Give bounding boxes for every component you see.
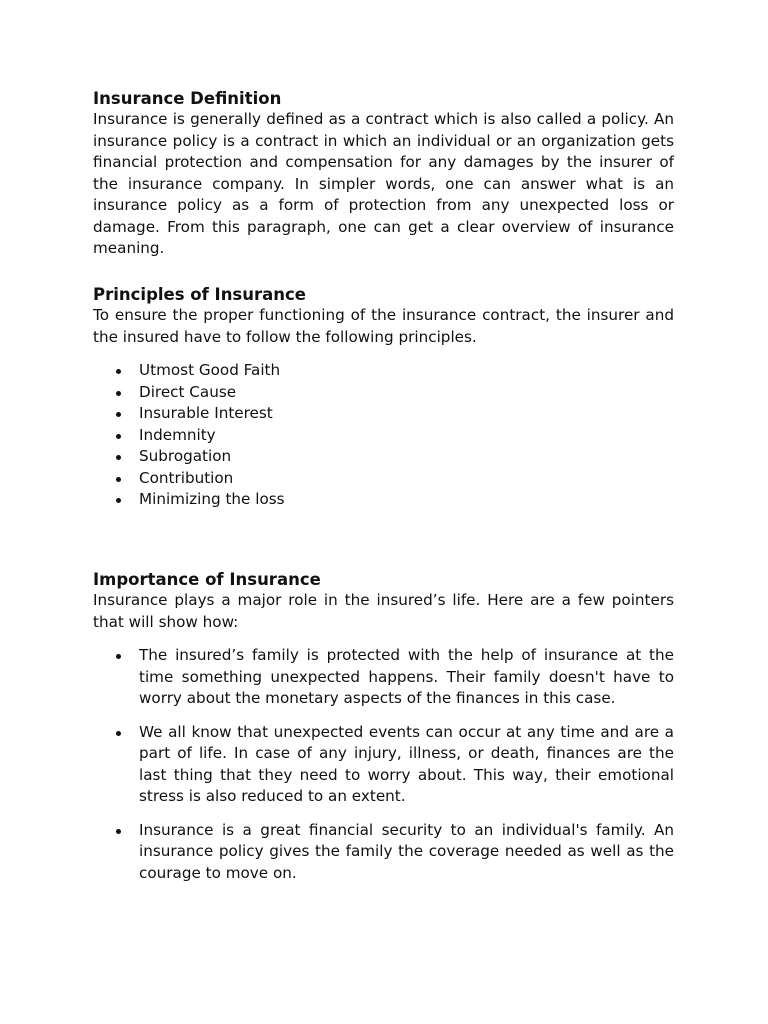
section-principles-of-insurance — [93, 284, 674, 511]
bullet-icon — [116, 412, 121, 417]
list-item — [93, 489, 674, 511]
list-item-text: Direct Cause — [139, 382, 237, 401]
section-insurance-definition — [93, 88, 674, 260]
bullet-icon — [116, 391, 121, 396]
bullet-icon — [116, 434, 121, 439]
section-paragraph: Insurance plays a major role in the insured’s life. Here are a few pointers that will show how: — [93, 591, 674, 631]
section-heading: Importance of Insurance — [93, 570, 321, 589]
principles-bullet-list — [93, 360, 674, 511]
list-item-text: Insurance is a great financial security to an individual's family. An insurance policy gives the family the coverage needed as well as the courage to move on. — [139, 820, 674, 882]
bullet-icon — [116, 829, 121, 834]
section-heading: Principles of Insurance — [93, 285, 306, 304]
list-item-text: Utmost Good Faith — [139, 361, 281, 379]
bullet-icon — [116, 731, 121, 736]
list-item-text: Minimizing the loss — [139, 490, 285, 508]
list-item — [93, 425, 674, 447]
list-item — [93, 468, 674, 490]
bullet-icon — [116, 455, 121, 460]
importance-bullet-list — [93, 645, 674, 884]
list-item — [93, 382, 674, 404]
list-item-text: We all know that unexpected events can occur at any time and are a part of life. In case of any injury, illness, or death, finances are the last thing that they need to worry about. This way, their emotional stress is also reduced to an extent. — [139, 722, 674, 805]
bullet-icon — [116, 654, 121, 659]
bullet-icon — [116, 369, 121, 374]
list-item-text: Subrogation — [139, 447, 232, 465]
list-item-text: Contribution — [139, 468, 234, 487]
list-item — [93, 403, 674, 425]
list-item — [93, 722, 674, 808]
bullet-icon — [116, 498, 121, 503]
section-paragraph: Insurance is generally defined as a contract which is also called a policy. An insurance policy is a contract in which an individual or an organization gets financial protection and compensation for any damages by the insurer of the insurance company. In simpler words, one can answer what is an insurance policy as a form of protection from any unexpected loss or damage. From this paragraph, one can get a clear overview of insurance meaning. — [93, 110, 674, 257]
list-item — [93, 820, 674, 885]
list-item-text: The insured’s family is protected with the help of insurance at the time something unexpected happens. Their family doesn't have to worry about the monetary aspects of the finances in this case. — [139, 646, 674, 707]
section-paragraph: To ensure the proper functioning of the insurance contract, the insurer and the insured have to follow the following principles. — [93, 306, 674, 346]
bullet-icon — [116, 477, 121, 482]
section-heading: Insurance Definition — [93, 89, 282, 108]
section-importance-of-insurance — [93, 569, 674, 896]
list-item-text: Insurable Interest — [139, 404, 273, 422]
list-item — [93, 645, 674, 710]
list-item-text: Indemnity — [139, 425, 216, 444]
list-item — [93, 446, 674, 468]
list-item — [93, 360, 674, 382]
